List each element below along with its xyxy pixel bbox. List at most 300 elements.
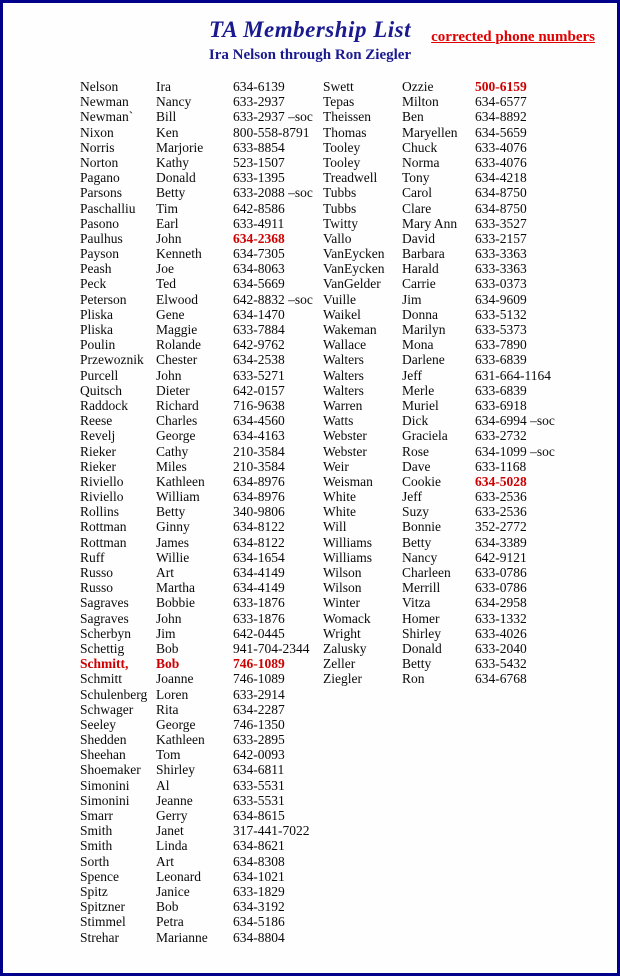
member-phone: 634-2958: [475, 595, 527, 611]
member-row: [80, 854, 323, 869]
member-first-name: Willie: [156, 549, 190, 565]
member-first-name: Kenneth: [156, 246, 202, 262]
member-first-name: David: [402, 230, 435, 246]
member-row: [80, 261, 323, 276]
member-row: [80, 231, 323, 246]
member-row: [323, 261, 613, 276]
member-first-name: Art: [156, 565, 174, 580]
member-row: [80, 292, 323, 307]
member-phone: 634-4163: [233, 428, 285, 444]
member-column-left: [80, 79, 323, 945]
member-last-name: Weisman: [323, 473, 373, 489]
member-row: [80, 459, 323, 474]
member-first-name: Carrie: [402, 276, 436, 292]
member-first-name: Ginny: [156, 519, 190, 535]
member-last-name: Spitz: [80, 883, 108, 899]
member-first-name: Art: [156, 853, 174, 869]
member-phone: 634-9609: [475, 291, 527, 307]
member-phone: 633-5432: [475, 656, 527, 672]
member-phone: 633-2732: [475, 428, 527, 444]
member-first-name: Jeff: [402, 367, 422, 383]
member-first-name: Kathleen: [156, 732, 205, 748]
member-row: [80, 276, 323, 291]
member-last-name: Nelson: [80, 79, 119, 94]
member-row: [323, 398, 613, 413]
member-phone: 634-8621: [233, 838, 285, 854]
member-row: [323, 626, 613, 641]
member-row: [80, 185, 323, 200]
member-first-name: Mary Ann: [402, 215, 458, 231]
member-last-name: Vuille: [323, 291, 356, 307]
member-first-name: Maryellen: [402, 124, 458, 140]
member-first-name: Rolande: [156, 337, 201, 353]
member-last-name: Newman: [80, 94, 129, 110]
member-first-name: William: [156, 489, 200, 505]
member-first-name: Darlene: [402, 352, 445, 368]
member-phone: 633-3527: [475, 215, 527, 231]
member-first-name: Homer: [402, 610, 440, 626]
member-phone: 634-6768: [475, 671, 527, 687]
member-last-name: Pliska: [80, 306, 114, 322]
member-last-name: Weir: [323, 458, 349, 474]
member-phone: 633-3363: [475, 261, 527, 277]
member-first-name: Maggie: [156, 322, 198, 337]
member-first-name: Harald: [402, 261, 439, 277]
member-row: [323, 109, 613, 124]
member-row: [323, 656, 613, 671]
member-first-name: Chester: [156, 352, 198, 368]
member-last-name: Pagano: [80, 170, 120, 186]
member-first-name: George: [156, 428, 196, 444]
member-phone: 634-1099 –soc: [475, 443, 555, 459]
member-first-name: John: [156, 230, 182, 246]
member-phone: 634-8750: [475, 200, 527, 216]
member-last-name: Przewoznik: [80, 352, 144, 368]
member-row: [323, 94, 613, 109]
member-row: [323, 276, 613, 291]
member-first-name: Betty: [402, 656, 432, 672]
member-row: [323, 413, 613, 428]
member-first-name: Ken: [156, 124, 179, 140]
member-last-name: Newman`: [80, 109, 134, 125]
member-phone: 634-7305: [233, 246, 285, 262]
member-phone: 634-1654: [233, 549, 285, 565]
member-last-name: Peck: [80, 276, 107, 292]
member-row: [80, 216, 323, 231]
member-first-name: Nancy: [156, 94, 192, 110]
member-first-name: Joanne: [156, 671, 194, 687]
member-phone: 634-8976: [233, 489, 285, 505]
member-first-name: John: [156, 610, 182, 626]
member-last-name: Simonini: [80, 777, 130, 793]
member-last-name: Sorth: [80, 853, 110, 869]
member-phone: 642-8586: [233, 200, 285, 216]
member-last-name: Thomas: [323, 124, 367, 140]
member-last-name: Schmitt,: [80, 656, 129, 672]
member-phone: 633-0786: [475, 580, 527, 596]
member-last-name: Strehar: [80, 929, 119, 945]
member-first-name: John: [156, 367, 182, 383]
member-first-name: Suzy: [402, 504, 429, 520]
member-first-name: Rose: [402, 443, 429, 459]
member-row: [80, 444, 323, 459]
member-last-name: Wakeman: [323, 322, 377, 337]
member-first-name: Ron: [402, 671, 425, 687]
member-last-name: Treadwell: [323, 170, 378, 186]
member-first-name: Donald: [402, 640, 442, 656]
member-first-name: Cathy: [156, 443, 189, 459]
member-phone: 642-0157: [233, 382, 285, 398]
member-phone: 633-2040: [475, 640, 527, 656]
member-row: [323, 535, 613, 550]
member-first-name: Janice: [156, 883, 190, 899]
member-phone: 634-2538: [233, 352, 285, 368]
member-phone: 634-3389: [475, 534, 527, 550]
member-row: [80, 793, 323, 808]
member-phone: 633-2895: [233, 732, 285, 748]
member-row: [323, 428, 613, 443]
member-row: [323, 216, 613, 231]
member-row: [323, 611, 613, 626]
member-last-name: Wright: [323, 625, 361, 641]
member-phone: 633-4911: [233, 215, 285, 231]
member-first-name: Merle: [402, 382, 435, 398]
member-row: [80, 838, 323, 853]
member-last-name: Stimmel: [80, 914, 126, 930]
member-row: [80, 565, 323, 580]
member-first-name: Donald: [156, 170, 196, 186]
member-phone: 633-6839: [475, 382, 527, 398]
member-first-name: Mona: [402, 337, 434, 353]
member-first-name: George: [156, 716, 196, 732]
member-last-name: Scherbyn: [80, 625, 131, 641]
member-phone: 634-6577: [475, 94, 527, 110]
member-first-name: Richard: [156, 397, 199, 413]
member-last-name: Quitsch: [80, 382, 122, 398]
member-phone: 800-558-8791: [233, 124, 310, 140]
member-row: [323, 246, 613, 261]
member-phone: 634-8750: [475, 185, 527, 201]
member-first-name: Norma: [402, 154, 440, 170]
member-phone: 633-2536: [475, 504, 527, 520]
member-phone: 633-5531: [233, 792, 285, 808]
member-row: [80, 595, 323, 610]
member-phone: 500-6159: [475, 79, 527, 94]
member-row: [80, 352, 323, 367]
member-first-name: Linda: [156, 838, 188, 854]
member-phone: 634-8122: [233, 534, 285, 550]
member-phone: 523-1507: [233, 154, 285, 170]
member-first-name: Bobbie: [156, 595, 195, 611]
member-first-name: Bonnie: [402, 519, 441, 535]
member-phone: 633-1168: [475, 458, 527, 474]
member-first-name: Betty: [156, 185, 186, 201]
member-row: [323, 140, 613, 155]
member-last-name: Williams: [323, 549, 372, 565]
member-last-name: Shoemaker: [80, 762, 141, 778]
member-last-name: Norris: [80, 139, 115, 155]
member-row: [80, 109, 323, 124]
member-phone: 633-2088 –soc: [233, 185, 313, 201]
corrected-phone-numbers-note: corrected phone numbers: [431, 29, 595, 45]
page-subtitle: Ira Nelson through Ron Ziegler: [208, 47, 412, 63]
member-row: [323, 337, 613, 352]
member-last-name: VanEycken: [323, 246, 385, 262]
member-last-name: Zeller: [323, 656, 356, 672]
member-first-name: Milton: [402, 94, 439, 110]
member-last-name: Schulenberg: [80, 686, 148, 702]
member-first-name: Tony: [402, 170, 430, 186]
member-phone: 633-1332: [475, 610, 527, 626]
member-phone: 633-8854: [233, 139, 285, 155]
member-row: [80, 580, 323, 595]
member-phone: 633-2536: [475, 489, 527, 505]
member-phone: 634-6139: [233, 79, 285, 94]
member-first-name: Dieter: [156, 382, 190, 398]
member-columns: [80, 79, 617, 945]
member-row: [80, 322, 323, 337]
member-row: [323, 550, 613, 565]
member-row: [80, 140, 323, 155]
member-row: [80, 383, 323, 398]
member-last-name: Walters: [323, 352, 364, 368]
member-last-name: VanEycken: [323, 261, 385, 277]
member-first-name: Marjorie: [156, 139, 204, 155]
member-phone: 633-4076: [475, 154, 527, 170]
member-row: [80, 94, 323, 109]
member-phone: 633-4076: [475, 139, 527, 155]
member-phone: 633-1829: [233, 883, 285, 899]
member-first-name: Jim: [156, 625, 176, 641]
member-row: [80, 762, 323, 777]
member-first-name: Cookie: [402, 473, 441, 489]
member-last-name: Winter: [323, 595, 360, 611]
member-row: [323, 322, 613, 337]
member-phone: 633-2937 –soc: [233, 109, 313, 125]
member-first-name: Rita: [156, 701, 179, 717]
member-phone: 634-1021: [233, 868, 285, 884]
member-row: [80, 170, 323, 185]
member-first-name: Graciela: [402, 428, 448, 444]
member-last-name: Norton: [80, 154, 119, 170]
member-last-name: Ruff: [80, 549, 105, 565]
member-phone: 210-3584: [233, 443, 285, 459]
member-row: [323, 489, 613, 504]
member-last-name: Rollins: [80, 504, 120, 520]
member-row: [80, 155, 323, 170]
member-last-name: Webster: [323, 428, 367, 444]
member-row: [80, 732, 323, 747]
member-first-name: Muriel: [402, 397, 439, 413]
member-first-name: Petra: [156, 914, 184, 930]
member-phone: 634-8892: [475, 109, 527, 125]
member-row: [80, 778, 323, 793]
member-first-name: Loren: [156, 686, 189, 702]
member-last-name: Tooley: [323, 139, 361, 155]
member-row: [323, 671, 613, 686]
member-first-name: Carol: [402, 185, 432, 201]
member-row: [323, 201, 613, 216]
member-first-name: Ted: [156, 276, 177, 292]
member-row: [80, 125, 323, 140]
member-first-name: Clare: [402, 200, 432, 216]
member-last-name: Parsons: [80, 185, 123, 201]
member-phone: 634-8063: [233, 261, 285, 277]
member-first-name: Shirley: [156, 762, 195, 778]
member-first-name: Barbara: [402, 246, 445, 262]
member-last-name: Smith: [80, 838, 113, 854]
member-last-name: Will: [323, 519, 347, 535]
member-phone: 633-2937: [233, 94, 285, 110]
member-phone: 633-0373: [475, 276, 527, 292]
member-row: [323, 474, 613, 489]
member-first-name: Charleen: [402, 565, 451, 580]
member-phone: 317-441-7022: [233, 823, 310, 839]
member-row: [80, 611, 323, 626]
member-last-name: Paulhus: [80, 230, 123, 246]
member-first-name: Vitza: [402, 595, 431, 611]
member-phone: 633-4026: [475, 625, 527, 641]
member-row: [80, 656, 323, 671]
member-phone: 634-4149: [233, 565, 285, 580]
member-last-name: Pliska: [80, 322, 114, 337]
member-row: [323, 155, 613, 170]
member-first-name: Jeanne: [156, 792, 193, 808]
member-last-name: Tubbs: [323, 185, 357, 201]
member-row: [80, 413, 323, 428]
member-phone: 634-5669: [233, 276, 285, 292]
member-last-name: Spitzner: [80, 899, 125, 915]
member-row: [323, 352, 613, 367]
member-phone: 633-5373: [475, 322, 527, 337]
member-last-name: Womack: [323, 610, 371, 626]
member-row: [80, 201, 323, 216]
member-phone: 634-1470: [233, 306, 285, 322]
member-phone: 634-5186: [233, 914, 285, 930]
member-phone: 746-1089: [233, 671, 285, 687]
member-first-name: Jeff: [402, 489, 422, 505]
member-row: [80, 687, 323, 702]
member-last-name: Smarr: [80, 808, 113, 823]
member-row: [80, 808, 323, 823]
member-last-name: Watts: [323, 413, 354, 429]
member-phone: 634-4560: [233, 413, 285, 429]
member-last-name: Walters: [323, 382, 364, 398]
member-phone: 634-8122: [233, 519, 285, 535]
member-last-name: Nixon: [80, 124, 114, 140]
member-first-name: Leonard: [156, 868, 201, 884]
member-row: [80, 884, 323, 899]
member-first-name: Bob: [156, 640, 179, 656]
member-last-name: Tubbs: [323, 200, 357, 216]
member-phone: 634-2368: [233, 230, 285, 246]
member-row: [80, 519, 323, 534]
member-row: [80, 671, 323, 686]
member-last-name: Rottman: [80, 534, 127, 550]
member-phone: 716-9638: [233, 397, 285, 413]
member-first-name: Gene: [156, 306, 185, 322]
member-first-name: Chuck: [402, 139, 438, 155]
member-first-name: Donna: [402, 306, 438, 322]
member-last-name: Tooley: [323, 154, 361, 170]
member-phone: 642-8832 –soc: [233, 291, 313, 307]
member-phone: 642-0445: [233, 625, 285, 641]
member-last-name: Schwager: [80, 701, 134, 717]
member-first-name: Dave: [402, 458, 431, 474]
member-row: [323, 231, 613, 246]
member-row: [323, 595, 613, 610]
member-last-name: Poulin: [80, 337, 116, 353]
member-last-name: Wilson: [323, 580, 362, 596]
member-last-name: Theissen: [323, 109, 371, 125]
member-phone: 633-1395: [233, 170, 285, 186]
member-first-name: Dick: [402, 413, 429, 429]
member-last-name: Reese: [80, 413, 113, 429]
member-row: [80, 550, 323, 565]
member-row: [323, 459, 613, 474]
member-first-name: Tim: [156, 200, 179, 216]
member-row: [80, 641, 323, 656]
member-last-name: Sagraves: [80, 595, 129, 611]
member-row: [323, 292, 613, 307]
member-first-name: James: [156, 534, 189, 550]
member-row: [323, 444, 613, 459]
member-last-name: Simonini: [80, 792, 130, 808]
member-phone: 642-9762: [233, 337, 285, 353]
member-last-name: Vallo: [323, 230, 352, 246]
member-last-name: Russo: [80, 565, 114, 580]
member-first-name: Martha: [156, 580, 195, 596]
member-last-name: Peash: [80, 261, 112, 277]
member-phone: 941-704-2344: [233, 640, 310, 656]
member-last-name: Rottman: [80, 519, 127, 535]
member-last-name: Shedden: [80, 732, 127, 748]
member-phone: 633-5132: [475, 306, 527, 322]
member-last-name: Tepas: [323, 94, 355, 110]
member-row: [323, 641, 613, 656]
member-first-name: Kathy: [156, 154, 189, 170]
member-first-name: Marilyn: [402, 322, 446, 337]
member-row: [323, 383, 613, 398]
member-row: [80, 869, 323, 884]
member-row: [323, 185, 613, 200]
member-first-name: Joe: [156, 261, 174, 277]
member-last-name: Swett: [323, 79, 354, 94]
page-title: TA Membership List: [209, 17, 411, 42]
member-row: [323, 170, 613, 185]
member-phone: 634-8308: [233, 853, 285, 869]
member-first-name: Janet: [156, 823, 184, 839]
member-phone: 633-1876: [233, 610, 285, 626]
member-row: [80, 428, 323, 443]
member-phone: 634-8976: [233, 473, 285, 489]
member-row: [80, 747, 323, 762]
member-phone: 642-9121: [475, 549, 527, 565]
member-phone: 633-6839: [475, 352, 527, 368]
member-first-name: Shirley: [402, 625, 441, 641]
member-first-name: Kathleen: [156, 473, 205, 489]
member-first-name: Earl: [156, 215, 179, 231]
member-first-name: Charles: [156, 413, 198, 429]
member-phone: 634-4149: [233, 580, 285, 596]
member-phone: 633-0786: [475, 565, 527, 580]
member-last-name: Riviello: [80, 473, 124, 489]
member-first-name: Ira: [156, 79, 171, 94]
member-first-name: Elwood: [156, 291, 198, 307]
member-row: [80, 930, 323, 945]
member-last-name: Williams: [323, 534, 372, 550]
member-row: [80, 914, 323, 929]
